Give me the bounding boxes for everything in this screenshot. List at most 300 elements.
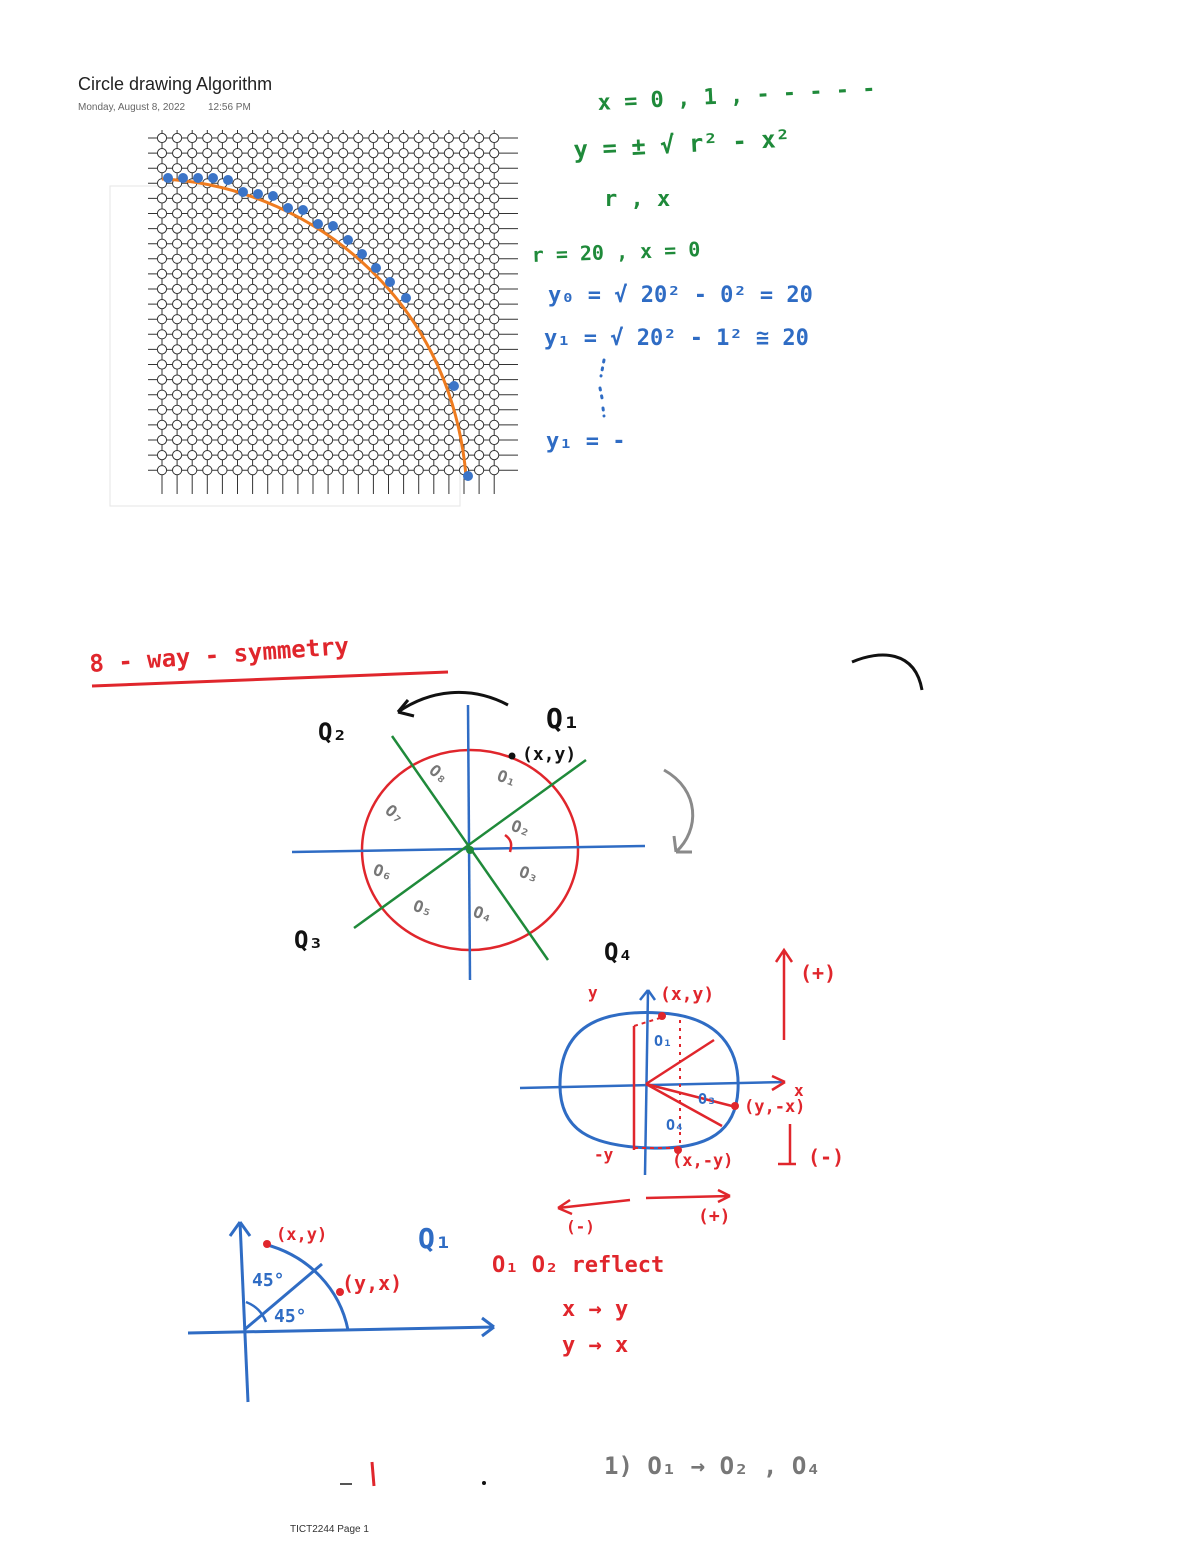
grid-pixel: [157, 345, 166, 354]
grid-pixel: [293, 451, 302, 460]
grid-pixel: [339, 315, 348, 324]
grid-pixel: [157, 224, 166, 233]
grid-pixel: [157, 420, 166, 429]
grid-pixel: [459, 360, 468, 369]
grid-pixel: [188, 164, 197, 173]
grid-pixel: [429, 435, 438, 444]
grid-pixel: [384, 466, 393, 475]
grid-pixel: [248, 209, 257, 218]
grid-pixel: [173, 269, 182, 278]
grid-pixel: [157, 269, 166, 278]
grid-pixel: [490, 345, 499, 354]
grid-pixel: [429, 194, 438, 203]
grid-pixel: [339, 390, 348, 399]
grid-pixel: [218, 330, 227, 339]
plotted-pixel: [298, 205, 308, 215]
grid-pixel: [384, 451, 393, 460]
symmetry-heading: 8 - way - symmetry: [88, 631, 350, 678]
grid-pixel: [173, 390, 182, 399]
grid-pixel: [324, 284, 333, 293]
grid-pixel: [369, 179, 378, 188]
grid-pixel: [324, 179, 333, 188]
grid-pixel: [173, 284, 182, 293]
grid-pixel: [324, 360, 333, 369]
bottom-note: 1) O₁ → O₂ , O₄: [604, 1452, 821, 1480]
grid-pixel: [475, 269, 484, 278]
grid-pixel: [490, 300, 499, 309]
grid-pixel: [399, 451, 408, 460]
grid-pixel: [414, 269, 423, 278]
grid-pixel: [369, 405, 378, 414]
grid-pixel: [459, 164, 468, 173]
grid-pixel: [293, 224, 302, 233]
grid-pixel: [429, 133, 438, 142]
grid-pixel: [384, 194, 393, 203]
grid-pixel: [339, 284, 348, 293]
grid-pixel: [308, 375, 317, 384]
grid-pixel: [324, 390, 333, 399]
grid-pixel: [293, 194, 302, 203]
grid-pixel: [233, 179, 242, 188]
grid-pixel: [490, 466, 499, 475]
grid-pixel: [399, 390, 408, 399]
grid-pixel: [157, 360, 166, 369]
grid-pixel: [459, 420, 468, 429]
grid-pixel: [218, 390, 227, 399]
grid-pixel: [444, 330, 453, 339]
grid-pixel: [308, 345, 317, 354]
grid-pixel: [203, 149, 212, 158]
grid-pixel: [414, 149, 423, 158]
grid-pixel: [399, 360, 408, 369]
grid-pixel: [475, 209, 484, 218]
label-octant-a: O₁: [654, 1032, 673, 1050]
grid-pixel: [157, 133, 166, 142]
grid-pixel: [324, 194, 333, 203]
grid-pixel: [339, 209, 348, 218]
grid-pixel: [203, 284, 212, 293]
grid-pixel: [339, 269, 348, 278]
grid-pixel: [278, 345, 287, 354]
grid-pixel: [263, 133, 272, 142]
grid-pixel: [444, 466, 453, 475]
stray-red-mark: [372, 1462, 374, 1486]
grid-pixel: [188, 345, 197, 354]
grid-pixel: [278, 194, 287, 203]
grid-pixel: [218, 209, 227, 218]
grid-pixel: [157, 375, 166, 384]
grid-pixel: [459, 254, 468, 263]
plotted-pixel: [223, 175, 233, 185]
grid-pixel: [369, 435, 378, 444]
grid-pixel: [263, 224, 272, 233]
grid-pixel: [263, 405, 272, 414]
grid-pixel: [339, 149, 348, 158]
grid-pixel: [308, 133, 317, 142]
grid-pixel: [157, 390, 166, 399]
grid-pixel: [444, 239, 453, 248]
grid-pixel: [278, 375, 287, 384]
grid-pixel: [188, 330, 197, 339]
grid-pixel: [293, 420, 302, 429]
grid-pixel: [414, 345, 423, 354]
grid-pixel: [399, 330, 408, 339]
grid-pixel: [384, 435, 393, 444]
grid-pixel: [354, 390, 363, 399]
grid-pixel: [248, 179, 257, 188]
grid-pixel: [157, 451, 166, 460]
grid-pixel: [384, 330, 393, 339]
plotted-pixel: [371, 263, 381, 273]
grid-pixel: [157, 315, 166, 324]
grid-pixel: [429, 420, 438, 429]
note-r-x: r , x: [604, 187, 671, 212]
plotted-pixel: [385, 277, 395, 287]
grid-pixel: [444, 164, 453, 173]
grid-pixel: [399, 375, 408, 384]
grid-pixel: [429, 224, 438, 233]
grid-pixel: [188, 239, 197, 248]
grid-pixel: [324, 315, 333, 324]
grid-pixel: [354, 164, 363, 173]
grid-pixel: [444, 345, 453, 354]
map-x-to-y: x → y: [562, 1297, 629, 1322]
grid-pixel: [429, 330, 438, 339]
grid-pixel: [399, 164, 408, 173]
angle-x-axis: [188, 1327, 494, 1333]
grid-pixel: [188, 133, 197, 142]
grid-pixel: [188, 405, 197, 414]
grid-pixel: [475, 194, 484, 203]
grid-pixel: [218, 466, 227, 475]
plotted-pixel: [208, 173, 218, 183]
grid-pixel: [308, 466, 317, 475]
grid-pixel: [384, 224, 393, 233]
grid-pixel: [248, 239, 257, 248]
grid-pixel: [263, 269, 272, 278]
grid-pixel: [218, 269, 227, 278]
grid-pixel: [339, 451, 348, 460]
grid-pixel: [293, 239, 302, 248]
grid-pixel: [157, 284, 166, 293]
axis-x-label: x: [794, 1081, 804, 1100]
grid-pixel: [354, 194, 363, 203]
grid-pixel: [157, 164, 166, 173]
grid-pixel: [188, 209, 197, 218]
grid-pixel: [414, 209, 423, 218]
grid-pixel: [308, 300, 317, 309]
grid-pixel: [324, 466, 333, 475]
minus-arrow: [558, 1200, 630, 1214]
grid-pixel: [293, 435, 302, 444]
grid-pixel: [384, 209, 393, 218]
grid-pixel: [263, 466, 272, 475]
stray-dot-mark: [482, 1481, 486, 1485]
grid-pixel: [369, 330, 378, 339]
plotted-pixel: [163, 173, 173, 183]
grid-pixel: [248, 315, 257, 324]
grid-pixel: [263, 330, 272, 339]
plotted-pixel: [238, 187, 248, 197]
green-notes: [531, 76, 876, 267]
grid-pixel: [354, 435, 363, 444]
grid-pixel: [369, 209, 378, 218]
grid-pixel: [354, 133, 363, 142]
grid-pixel: [173, 224, 182, 233]
grid-pixel: [399, 345, 408, 354]
plotted-pixel: [193, 173, 203, 183]
label-angle-bottom: 45°: [274, 1306, 307, 1327]
grid-pixel: [278, 315, 287, 324]
grid-pixel: [233, 466, 242, 475]
angle-y-axis: [240, 1222, 248, 1402]
grid-pixel: [293, 375, 302, 384]
grid-pixel: [173, 315, 182, 324]
grid-pixel: [354, 284, 363, 293]
octant-diagram: [292, 692, 693, 980]
grid-pixel: [324, 420, 333, 429]
grid-pixel: [384, 405, 393, 414]
grid-pixel: [278, 405, 287, 414]
grid-pixel: [324, 435, 333, 444]
reflection-circle: [560, 1013, 738, 1149]
grid-pixel: [263, 345, 272, 354]
octant-origin: [466, 846, 474, 854]
grid-pixel: [490, 330, 499, 339]
grid-pixel: [490, 390, 499, 399]
grid-pixel: [173, 435, 182, 444]
octant-o5: O₅: [410, 895, 436, 921]
grid-pixel: [384, 239, 393, 248]
grid-pixel: [429, 269, 438, 278]
octant-o6: O₆: [370, 859, 396, 885]
grid-pixel: [384, 315, 393, 324]
grid-pixel: [248, 405, 257, 414]
grid-pixel: [308, 164, 317, 173]
grid-pixel: [384, 300, 393, 309]
grid-pixel: [278, 179, 287, 188]
grid-pixel: [354, 149, 363, 158]
grid-pixel: [263, 209, 272, 218]
grid-pixel: [475, 451, 484, 460]
grid-pixel: [233, 284, 242, 293]
grid-pixel: [414, 239, 423, 248]
plotted-pixel: [357, 249, 367, 259]
grid-pixel: [475, 284, 484, 293]
label-yx: (y,x): [342, 1271, 403, 1295]
label-octant-b: O₃: [698, 1090, 717, 1108]
grid-pixel: [399, 224, 408, 233]
grid-pixel: [429, 209, 438, 218]
grid-pixel: [414, 164, 423, 173]
grid-pixel: [293, 300, 302, 309]
grid-pixel: [444, 269, 453, 278]
grid-pixel: [173, 420, 182, 429]
plotted-pixel: [253, 189, 263, 199]
grid-pixel: [490, 375, 499, 384]
grid-pixel: [173, 405, 182, 414]
grid-pixel: [278, 420, 287, 429]
grid-pixel: [459, 224, 468, 233]
grid-pixel: [157, 330, 166, 339]
grid-pixel: [475, 149, 484, 158]
grid-pixel: [188, 300, 197, 309]
grid-pixel: [369, 149, 378, 158]
grid-pixel: [399, 179, 408, 188]
grid-pixel: [429, 390, 438, 399]
grid-pixel: [248, 330, 257, 339]
grid-pixel: [459, 375, 468, 384]
grid-pixel: [339, 466, 348, 475]
grid-pixel: [188, 390, 197, 399]
grid-pixel: [308, 405, 317, 414]
grid-pixel: [173, 466, 182, 475]
octant-o7: O₇: [381, 800, 409, 828]
grid-pixel: [218, 300, 227, 309]
grid-pixel: [444, 254, 453, 263]
grid-pixel: [369, 360, 378, 369]
quadrant-q1-note: Q₁: [418, 1222, 452, 1255]
grid-pixel: [308, 451, 317, 460]
grid-pixel: [308, 315, 317, 324]
grid-pixel: [444, 284, 453, 293]
grid-pixel: [444, 360, 453, 369]
grid-pixel: [369, 466, 378, 475]
grid-pixel: [459, 300, 468, 309]
grid-pixel: [490, 224, 499, 233]
grid-pixel: [233, 269, 242, 278]
grid-pixel: [248, 360, 257, 369]
grid-pixel: [203, 133, 212, 142]
grid-pixel: [248, 420, 257, 429]
grid-pixel: [233, 254, 242, 263]
grid-pixel: [475, 375, 484, 384]
grid-pixel: [203, 330, 212, 339]
grid-pixel: [188, 451, 197, 460]
grid-pixel: [248, 390, 257, 399]
grid-pixel: [459, 405, 468, 414]
grid-pixel: [339, 375, 348, 384]
grid-pixel: [429, 254, 438, 263]
grid-pixel: [339, 345, 348, 354]
grid-pixel: [339, 435, 348, 444]
grid-pixel: [173, 209, 182, 218]
grid-pixel: [233, 209, 242, 218]
note-y1: y₁ = √ 20² - 1² ≅ 20: [544, 326, 809, 351]
grid-pixel: [490, 269, 499, 278]
grid-pixel: [263, 451, 272, 460]
grid-pixel: [233, 149, 242, 158]
plotted-pixel: [343, 235, 353, 245]
grid-pixel: [248, 164, 257, 173]
grid-pixel: [203, 224, 212, 233]
grid-pixel: [157, 300, 166, 309]
grid-pixel: [414, 420, 423, 429]
grid-pixel: [293, 330, 302, 339]
grid-pixel: [248, 451, 257, 460]
grid-pixel: [369, 164, 378, 173]
grid-pixel: [278, 435, 287, 444]
grid-pixel: [203, 164, 212, 173]
grid-pixel: [324, 239, 333, 248]
grid-pixel: [475, 254, 484, 263]
rotation-arrow: [398, 692, 508, 712]
grid-pixel: [429, 451, 438, 460]
grid-pixel: [173, 330, 182, 339]
grid-pixel: [399, 149, 408, 158]
grid-pixel: [399, 254, 408, 263]
grid-pixel: [173, 164, 182, 173]
grid-pixel: [308, 360, 317, 369]
grid-pixel: [293, 390, 302, 399]
grid-pixel: [354, 315, 363, 324]
grid-pixel: [233, 330, 242, 339]
grid-pixel: [459, 239, 468, 248]
grid-pixel: [475, 239, 484, 248]
grid-pixel: [188, 284, 197, 293]
grid-pixel: [173, 254, 182, 263]
grid-pixel: [475, 300, 484, 309]
grid-pixel: [173, 239, 182, 248]
grid-pixel: [490, 194, 499, 203]
grid-pixel: [490, 435, 499, 444]
stray-ink-curve: [852, 655, 922, 690]
grid-pixel: [384, 360, 393, 369]
grid-pixel: [293, 345, 302, 354]
grid-pixel: [475, 420, 484, 429]
grid-pixel: [263, 284, 272, 293]
grid-pixel: [399, 284, 408, 293]
grid-pixel: [188, 149, 197, 158]
axis-y-label: y: [588, 983, 598, 1002]
grid-pixel: [248, 375, 257, 384]
octant-o3: O₃: [516, 861, 542, 887]
grid-pixel: [233, 133, 242, 142]
gray-arrow: [664, 770, 693, 852]
grid-pixel: [203, 315, 212, 324]
grid-pixel: [248, 435, 257, 444]
grid-pixel: [475, 179, 484, 188]
grid-pixel: [324, 269, 333, 278]
grid-pixel: [203, 209, 212, 218]
grid-pixel: [369, 284, 378, 293]
grid-pixel: [248, 300, 257, 309]
grid-pixel: [188, 360, 197, 369]
point-y-negx-marker: [731, 1102, 739, 1110]
grid-pixel: [233, 420, 242, 429]
grid-pixel: [324, 375, 333, 384]
grid-pixel: [324, 254, 333, 263]
grid-pixel: [203, 375, 212, 384]
grid-pixel: [429, 466, 438, 475]
note-r-value: r = 20 , x = 0: [531, 237, 701, 267]
grid-pixel: [188, 375, 197, 384]
label-angle-top: 45°: [252, 1270, 285, 1291]
grid-pixel: [399, 239, 408, 248]
grid-pixel: [459, 179, 468, 188]
grid-pixel: [218, 435, 227, 444]
grid-pixel: [459, 390, 468, 399]
grid-pixel: [369, 300, 378, 309]
grid-pixel: [444, 420, 453, 429]
grid-pixel: [490, 451, 499, 460]
grid-pixel: [203, 451, 212, 460]
grid-pixel: [203, 390, 212, 399]
grid-pixel: [444, 209, 453, 218]
grid-pixel: [157, 149, 166, 158]
grid-pixel: [324, 209, 333, 218]
grid-pixel: [475, 360, 484, 369]
